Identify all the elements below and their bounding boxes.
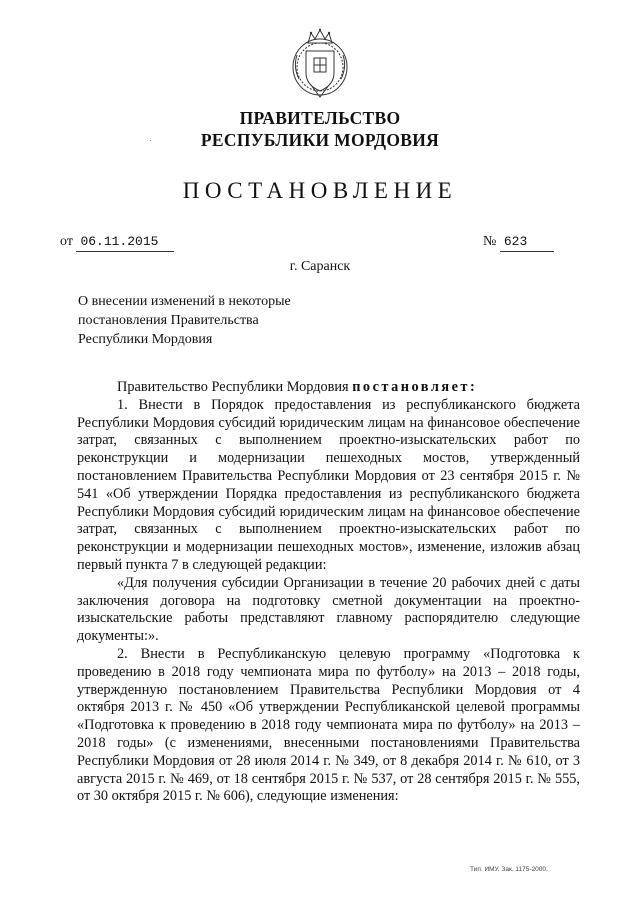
document-type-title: ПОСТАНОВЛЕНИЕ	[182, 178, 458, 203]
intro-text: Правительство Республики Мордовия	[117, 379, 353, 395]
date-prefix: от	[60, 234, 73, 249]
document-number-row	[483, 233, 554, 252]
document-body	[77, 379, 580, 806]
city-location: г. Саранск	[289, 259, 351, 274]
number-prefix: №	[483, 234, 497, 249]
item-2-paragraph: 2. Внести в Республиканскую целевую программу «Подготовка к проведению в 2018 году чемпионата мира по футболу» на 2013 – 2018 годы, утвержденную постановлением Правительства Республики Мордовия от 4 октября 2013 г. № 450 «Об утверждении Республиканской целевой программы «Подготовка к проведению в 2018 году чемпионата мира по футболу» на 2013 – 2018 годы» (с изменениями, внесенными постановлениями Правительства Республики Мордовия от 28 июля 2014 г. № 349, от 8 декабря 2014 г. № 610, от 3 августа 2015 г. № 469, от 18 сентября 2015 г. № 537, от 28 сентября 2015 г. № 555, от 30 октября 2015 г. № 606), следующие изменения:	[77, 645, 580, 805]
subject-line: О внесении изменений в некоторые	[78, 294, 291, 309]
organization-name-line-1: ПРАВИТЕЛЬСТВО	[239, 108, 401, 128]
intro-paragraph	[77, 379, 580, 397]
item-1-paragraph: 1. Внести в Порядок предоставления из республиканского бюджета Республики Мордовия субсидий юридическим лицам на финансовое обеспечение затрат, связанных с выполнением проектно-изыскательских работ по реконструкции и модернизации пешеходных мостов, утвержденный постановлением Правительства Республики Мордовия от 23 сентября 2015 г. № 541 «Об утверждении Порядка предоставления из республиканского бюджета Республики Мордовия субсидий юридическим лицам на финансовое обеспечение затрат, связанных с выполнением проектно-изыскательских работ по реконструкции и модернизации пешеходных мостов», изменение, изложив абзац первый пункта 7 в следующей редакции:	[77, 396, 580, 573]
item-1-quote-paragraph: «Для получения субсидии Организации в течение 20 рабочих дней с даты заключения договора на подготовку сметной документации на проектно-изыскательские работы представляют главному распорядителю следующие документы:».	[77, 574, 580, 645]
print-mark: Тип. ИМУ. Зак. 1175-2000.	[470, 866, 548, 873]
document-subject	[78, 292, 291, 349]
document-date: 06.11.2015	[76, 233, 174, 252]
stray-dot	[150, 140, 151, 141]
document-date-row	[60, 233, 174, 252]
coat-of-arms-emblem	[287, 27, 353, 99]
intro-verb: постановляет:	[352, 379, 478, 395]
document-number: 623	[500, 233, 554, 252]
subject-line: постановления Правительства	[78, 313, 259, 328]
subject-line: Республики Мордовия	[78, 332, 213, 347]
organization-name-line-2: РЕСПУБЛИКИ МОРДОВИЯ	[200, 130, 440, 150]
